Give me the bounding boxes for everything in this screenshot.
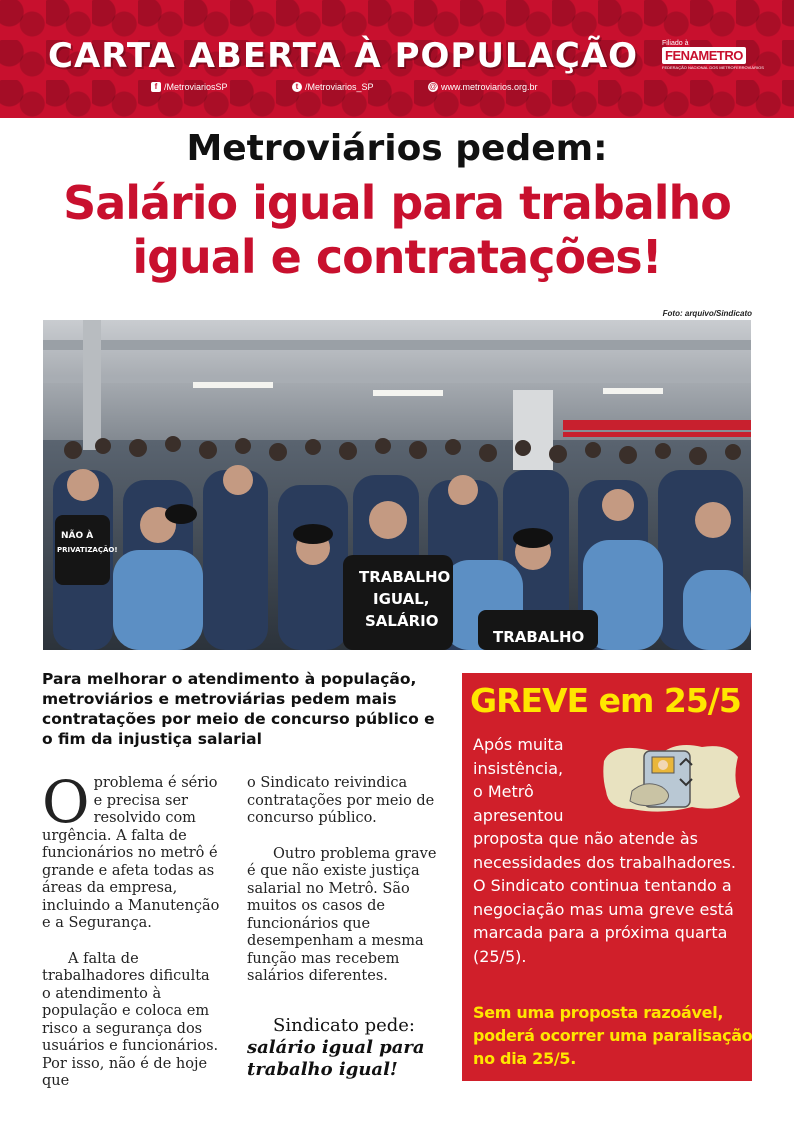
article-paragraph-1 [42, 768, 222, 933]
closing-line-3: trabalho igual! [247, 1059, 398, 1080]
photo-credit: Foto: arquivo/Sindicato [662, 309, 752, 318]
globe-icon: @ [429, 82, 437, 91]
ceiling-light [193, 382, 273, 388]
website-url: www.metroviarios.org.br [441, 82, 538, 92]
strike-body-line: apresentou [473, 805, 564, 825]
article-paragraph-1-text: problema é sério e precisa ser resolvido com urgência. A falta de funcionários no metrô é grande e afeta todas as áreas da empresa, incluindo a Manutenção e a Segurança. [42, 775, 220, 931]
strike-notice-box [462, 673, 752, 1081]
vest-text: TRABALHO [493, 628, 585, 646]
cap [165, 504, 197, 524]
pillar [513, 390, 553, 470]
affiliation-name: FENAMETRO [662, 47, 746, 64]
vest-text: NÃO À [61, 531, 94, 541]
facebook-link[interactable] [151, 82, 228, 92]
wall-panel [83, 320, 101, 450]
platform-stripe [563, 432, 751, 437]
strike-body-line: Após muita [473, 735, 564, 754]
cap [293, 524, 333, 544]
headline-main-line-2: igual e contratações! [132, 230, 662, 284]
lead-paragraph: Para melhorar o atendimento à população, metroviários e metroviárias pedem mais contratações por meio de concurso público e o fim da injustiça salarial [42, 670, 435, 748]
closing-line-2: salário igual para [247, 1037, 425, 1058]
headline-main [0, 176, 794, 284]
protest-photo [43, 320, 751, 650]
closing-line-1: Sindicato pede: [273, 1015, 415, 1036]
ceiling-beam [43, 375, 751, 383]
headline-intro: Metroviários pedem: [186, 128, 608, 169]
headline-main-line-1: Salário igual para trabalho [63, 176, 731, 230]
vest-text: SALÁRIO [365, 612, 439, 630]
strike-body-line: o Metrô [473, 782, 534, 801]
twitter-link[interactable] [292, 82, 374, 92]
article-paragraph-2: A falta de trabalhadores dificulta o atendimento à população e coloca em risco a segurança dos usuários e funcionários. Por isso, não é de hoje que [42, 950, 219, 1089]
article-paragraph-3: o Sindicato reivindica contratações por meio de concurso público. [247, 775, 435, 826]
affiliation-label: Filiado à [662, 40, 689, 47]
cap [513, 528, 553, 548]
facebook-handle: /MetroviariosSP [164, 82, 228, 92]
closing-callout [247, 1015, 437, 1081]
vest-text: TRABALHO [359, 568, 451, 586]
website-link[interactable] [428, 82, 538, 92]
article-column-1 [42, 768, 222, 1091]
strike-warning: Sem uma proposta razoável, poderá ocorrer uma paralisação no dia 25/5. [473, 1003, 753, 1068]
ceiling-beam [43, 340, 751, 350]
twitter-icon: t [292, 82, 302, 92]
drop-cap: O [42, 768, 90, 836]
platform-stripe [563, 420, 751, 430]
affiliation-tagline: FEDERAÇÃO NACIONAL DOS METROFERROVIÁRIOS [662, 65, 764, 70]
twitter-handle: /Metroviarios_SP [305, 82, 374, 92]
ceiling-light [373, 390, 443, 396]
strike-body [473, 733, 753, 968]
strike-title: GREVE em 25/5 [470, 681, 741, 720]
article-column-2 [247, 775, 437, 986]
article-paragraph-4: Outro problema grave é que não existe justiça salarial no Metrô. São muitos os casos de funcionários que desempenham a mesma função mas recebem salários diferentes. [247, 845, 437, 984]
banner-title: CARTA ABERTA À POPULAÇÃO [48, 36, 639, 76]
ceiling-light [603, 388, 663, 394]
ceiling [43, 320, 751, 450]
strike-body-line: insistência, [473, 758, 564, 778]
protest-photo-illustration [43, 320, 751, 650]
fenametro-logo [662, 40, 764, 74]
strike-body-rest: proposta que não atende às necessidades dos trabalhadores. O Sindicato continua tentando a negociação mas uma greve está marcada para a próxima quarta (25/5). [473, 829, 736, 966]
top-banner [0, 0, 794, 118]
vest-text: IGUAL, [373, 590, 430, 608]
facebook-icon: f [151, 82, 161, 92]
vest-text: PRIVATIZAÇÃO! [57, 546, 118, 554]
